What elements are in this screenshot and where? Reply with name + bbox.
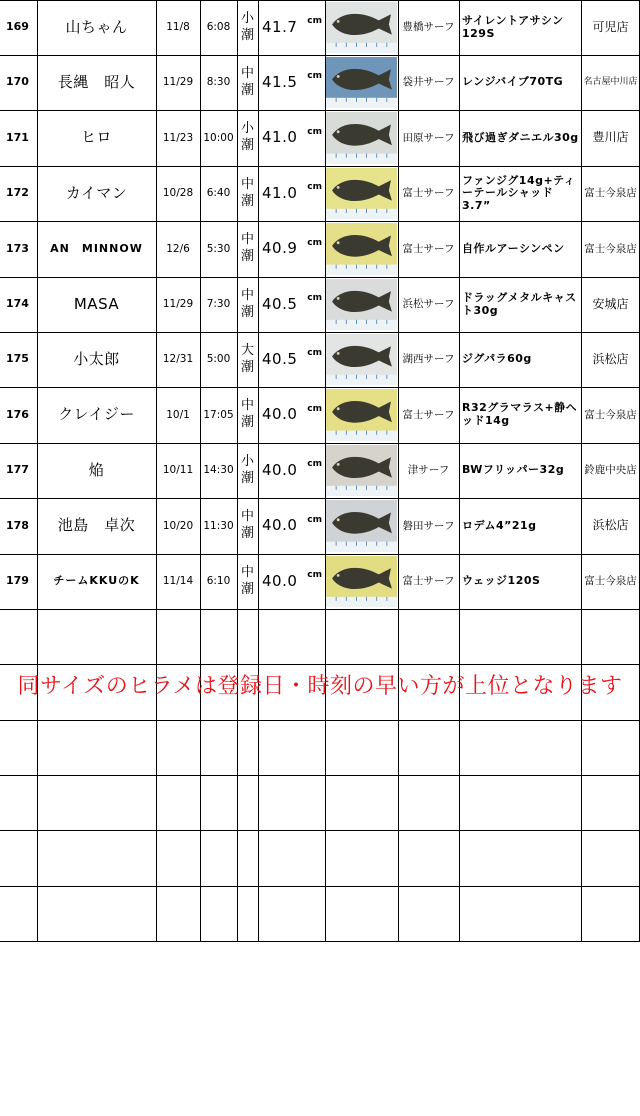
store-name: 可児店 bbox=[592, 19, 629, 34]
lure-name: レンジバイブ70TG bbox=[462, 75, 564, 89]
fish-size: 40.0 bbox=[262, 460, 298, 479]
column-divider bbox=[258, 0, 259, 941]
tide-type bbox=[237, 443, 258, 498]
tide-char: 潮 bbox=[240, 415, 254, 430]
fish-icon bbox=[326, 445, 397, 496]
fish-photo bbox=[325, 387, 398, 443]
size-unit: cm bbox=[307, 570, 322, 581]
tide-char: 潮 bbox=[240, 249, 254, 264]
store-name: 浜松店 bbox=[592, 351, 629, 366]
store-name: 富士今泉店 bbox=[584, 187, 637, 200]
size-unit: cm bbox=[307, 16, 322, 27]
lure-name: BWフリッパー32g bbox=[462, 463, 565, 477]
catch-date: 11/23 bbox=[162, 131, 194, 144]
fish-size: 40.0 bbox=[262, 516, 298, 535]
fish-photo bbox=[325, 498, 398, 554]
tide-char: 小 bbox=[240, 121, 254, 137]
row-divider bbox=[0, 332, 640, 333]
row-divider bbox=[0, 387, 640, 388]
catch-time: 7:30 bbox=[206, 298, 231, 311]
fish-icon bbox=[326, 279, 397, 330]
store-name: 名古屋中川店 bbox=[583, 77, 638, 88]
column-divider bbox=[200, 0, 201, 941]
fish-size: 40.5 bbox=[262, 294, 298, 313]
fishing-spot: 磐田サーフ bbox=[402, 519, 455, 532]
angler-name: カイマン bbox=[65, 183, 128, 202]
rank-number: 170 bbox=[6, 75, 29, 89]
size-unit: cm bbox=[307, 237, 322, 248]
fish-icon bbox=[326, 168, 397, 219]
angler-name: クレイジー bbox=[58, 405, 135, 424]
row-divider bbox=[0, 609, 640, 610]
row-divider bbox=[0, 886, 640, 887]
tide-char: 中 bbox=[240, 509, 254, 525]
catch-time: 6:08 bbox=[206, 21, 231, 34]
fishing-spot: 津サーフ bbox=[407, 464, 450, 477]
fish-photo bbox=[325, 554, 398, 609]
fishing-spot: 浜松サーフ bbox=[402, 298, 455, 311]
fish-icon bbox=[326, 57, 397, 108]
lure-name: ドラッグメタルキャスト30g bbox=[462, 290, 577, 317]
tide-char: 中 bbox=[240, 232, 254, 248]
row-divider bbox=[0, 221, 640, 222]
ranking-notice: 同サイズのヒラメは登録日・時刻の早い方が上位となります bbox=[17, 673, 623, 699]
fish-size: 41.7 bbox=[262, 17, 298, 36]
tide-char: 潮 bbox=[240, 359, 254, 375]
size-unit: cm bbox=[307, 403, 322, 414]
fish-photo bbox=[325, 55, 398, 110]
fish-size: 41.0 bbox=[262, 183, 298, 202]
catch-date: 12/31 bbox=[162, 353, 194, 366]
fish-photo bbox=[325, 221, 398, 277]
fish-photo bbox=[325, 443, 398, 498]
fish-size: 40.0 bbox=[262, 571, 298, 590]
lure-name: 飛び過ぎダニエル30g bbox=[462, 130, 579, 144]
tide-type bbox=[237, 277, 258, 332]
rank-number: 179 bbox=[6, 574, 29, 588]
size-unit: cm bbox=[307, 71, 322, 82]
column-divider bbox=[398, 0, 399, 941]
row-divider bbox=[0, 277, 640, 278]
rank-number: 173 bbox=[6, 241, 29, 255]
fishing-spot: 田原サーフ bbox=[402, 131, 455, 144]
row-divider bbox=[0, 166, 640, 167]
tide-type bbox=[237, 221, 258, 277]
tide-char: 小 bbox=[240, 10, 254, 26]
fish-size: 40.9 bbox=[262, 239, 298, 258]
catch-time: 10:00 bbox=[203, 131, 234, 144]
tide-type bbox=[237, 332, 258, 387]
fish-size: 41.5 bbox=[262, 72, 298, 91]
rank-number: 172 bbox=[6, 186, 29, 200]
catch-date: 11/29 bbox=[162, 76, 194, 89]
size-unit: cm bbox=[307, 459, 322, 470]
tide-char: 大 bbox=[240, 342, 254, 358]
fish-icon bbox=[326, 556, 397, 607]
column-divider bbox=[325, 0, 326, 941]
tide-char: 小 bbox=[240, 453, 254, 469]
lure-name: サイレントアサシン129S bbox=[462, 13, 564, 40]
fish-icon bbox=[326, 112, 397, 164]
fishing-spot: 豊橋サーフ bbox=[402, 21, 455, 34]
row-divider bbox=[0, 554, 640, 555]
store-name: 浜松店 bbox=[592, 518, 629, 533]
column-divider bbox=[237, 0, 238, 941]
angler-name: チームKKUのK bbox=[53, 574, 140, 588]
tide-type bbox=[237, 498, 258, 554]
fish-icon bbox=[326, 223, 397, 275]
tide-char: 中 bbox=[240, 398, 254, 414]
size-unit: cm bbox=[307, 126, 322, 137]
angler-name: AN MINNOW bbox=[50, 241, 143, 255]
column-divider bbox=[581, 0, 582, 941]
tide-char: 潮 bbox=[240, 193, 254, 209]
tide-type bbox=[237, 0, 258, 55]
fishing-spot: 湖西サーフ bbox=[402, 353, 455, 366]
angler-name: 池島 卓次 bbox=[57, 516, 136, 535]
tide-char: 潮 bbox=[240, 27, 254, 43]
rank-number: 174 bbox=[6, 297, 29, 311]
tide-type bbox=[237, 110, 258, 166]
row-divider bbox=[0, 941, 640, 942]
rank-number: 171 bbox=[6, 130, 29, 144]
tide-char: 潮 bbox=[240, 526, 254, 541]
fish-photo bbox=[325, 332, 398, 387]
rank-number: 169 bbox=[6, 20, 29, 34]
row-divider bbox=[0, 498, 640, 499]
row-divider bbox=[0, 0, 640, 1]
fish-photo bbox=[325, 0, 398, 55]
lure-name: R32グラマラス+静ヘッド14g bbox=[462, 401, 578, 427]
angler-name: 長縄 昭人 bbox=[57, 72, 136, 91]
fishing-spot: 袋井サーフ bbox=[402, 76, 455, 89]
fishing-spot: 富士サーフ bbox=[402, 242, 455, 255]
row-divider bbox=[0, 443, 640, 444]
catch-date: 11/14 bbox=[162, 575, 194, 588]
catch-date: 12/6 bbox=[166, 242, 190, 255]
store-name: 鈴鹿中央店 bbox=[584, 464, 637, 477]
tide-char: 中 bbox=[240, 564, 254, 580]
catch-time: 6:40 bbox=[206, 187, 231, 200]
store-name: 富士今泉店 bbox=[584, 408, 637, 421]
angler-name: 山ちゃん bbox=[65, 17, 128, 36]
catch-date: 10/28 bbox=[162, 187, 194, 200]
fish-photo bbox=[325, 166, 398, 221]
store-name: 安城店 bbox=[592, 296, 629, 311]
catch-time: 5:30 bbox=[206, 242, 231, 255]
angler-name: ヒロ bbox=[80, 128, 112, 147]
catch-time: 17:05 bbox=[203, 408, 234, 421]
catch-time: 6:10 bbox=[206, 575, 231, 588]
row-divider bbox=[0, 110, 640, 111]
row-divider bbox=[0, 720, 640, 721]
column-divider bbox=[37, 0, 38, 941]
tide-char: 中 bbox=[240, 287, 254, 303]
fish-size: 40.5 bbox=[262, 349, 298, 368]
size-unit: cm bbox=[307, 348, 322, 359]
angler-name: 焔 bbox=[88, 460, 105, 479]
tide-type bbox=[237, 55, 258, 110]
tide-char: 中 bbox=[240, 65, 254, 81]
row-divider bbox=[0, 55, 640, 56]
fishing-spot: 富士サーフ bbox=[402, 408, 455, 421]
store-name: 富士今泉店 bbox=[584, 575, 637, 588]
fish-photo bbox=[325, 277, 398, 332]
column-divider bbox=[156, 0, 157, 941]
fish-icon bbox=[326, 334, 397, 385]
rank-number: 177 bbox=[6, 463, 29, 477]
tide-char: 潮 bbox=[240, 138, 254, 153]
rank-number: 176 bbox=[6, 407, 29, 421]
lure-name: ロデム4”21g bbox=[462, 518, 537, 532]
catch-date: 11/8 bbox=[166, 21, 190, 34]
tide-type bbox=[237, 387, 258, 443]
tide-char: 潮 bbox=[240, 581, 254, 597]
catch-time: 11:30 bbox=[203, 519, 234, 532]
fish-size: 41.0 bbox=[262, 128, 298, 147]
catch-date: 11/29 bbox=[162, 298, 194, 311]
lure-name: 自作ルアーシンペン bbox=[462, 241, 565, 255]
lure-name: ジグパラ60g bbox=[462, 352, 532, 366]
rank-number: 178 bbox=[6, 518, 29, 532]
angler-name: 小太郎 bbox=[73, 349, 120, 368]
tide-char: 潮 bbox=[240, 82, 254, 98]
catch-time: 8:30 bbox=[206, 76, 231, 89]
fish-icon bbox=[326, 500, 397, 552]
fish-photo bbox=[325, 110, 398, 166]
rank-number: 175 bbox=[6, 352, 29, 366]
fishing-spot: 富士サーフ bbox=[402, 187, 455, 200]
size-unit: cm bbox=[307, 293, 322, 304]
lure-name: ウェッジ120S bbox=[462, 574, 541, 588]
store-name: 豊川店 bbox=[592, 130, 629, 145]
size-unit: cm bbox=[307, 182, 322, 193]
angler-name: MASA bbox=[73, 294, 120, 313]
size-unit: cm bbox=[307, 514, 322, 525]
store-name: 富士今泉店 bbox=[584, 242, 637, 255]
lure-name: ファンジグ14g+ティーテールシャッド3.7” bbox=[462, 173, 576, 212]
catch-date: 10/1 bbox=[166, 408, 190, 421]
column-divider bbox=[459, 0, 460, 941]
tide-type bbox=[237, 554, 258, 609]
tide-type bbox=[237, 166, 258, 221]
tide-char: 中 bbox=[240, 176, 254, 192]
catch-date: 10/20 bbox=[162, 519, 194, 532]
catch-time: 5:00 bbox=[206, 353, 231, 366]
fish-size: 40.0 bbox=[262, 405, 298, 424]
catch-date: 10/11 bbox=[162, 464, 194, 477]
row-divider bbox=[0, 830, 640, 831]
tide-char: 潮 bbox=[240, 470, 254, 486]
fish-icon bbox=[326, 389, 397, 441]
fishing-spot: 富士サーフ bbox=[402, 575, 455, 588]
fish-icon bbox=[326, 2, 397, 53]
row-divider bbox=[0, 775, 640, 776]
catch-time: 14:30 bbox=[203, 464, 234, 477]
tide-char: 潮 bbox=[240, 304, 254, 320]
